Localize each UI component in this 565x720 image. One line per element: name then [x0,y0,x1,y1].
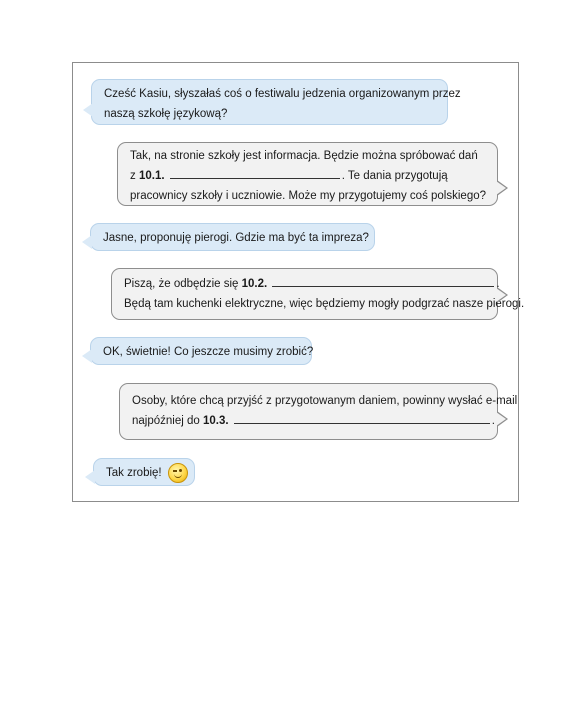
chat-exercise-frame [72,62,525,502]
message-text: najpóźniej do 10.3. . [132,411,485,431]
message-text: naszą szkołę językową? [104,108,228,120]
answer-blank[interactable] [170,166,340,179]
chat-bubble-7 [93,458,195,486]
chat-bubble-1 [91,79,461,125]
chat-bubble-5 [90,337,312,365]
gap-number: 10.1. [138,170,165,182]
chat-bubble-3 [90,223,375,251]
message-text: Piszą, że odbędzie się 10.2. . [124,274,485,294]
chat-bubble-2 [117,142,498,206]
message-text: OK, świetnie! Co jeszcze musimy zrobić? [103,346,314,358]
message-text: z 10.1. . Te dania przygotują [130,166,485,186]
answer-blank[interactable] [272,274,494,287]
message-text: pracownicy szkoły i uczniowie. Może my przygotujemy coś polskiego? [130,190,487,202]
gap-number: 10.2. [241,278,268,290]
wink-smiley-icon [168,463,188,483]
gap-number: 10.3. [202,415,229,427]
answer-blank[interactable] [234,411,490,424]
message-text: Będą tam kuchenki elektryczne, więc będziemy mogły podgrzać nasze pierogi. [124,298,525,310]
message-text: Osoby, które chcą przyjść z przygotowanym daniem, powinny wysłać e-mail [132,395,518,407]
message-text: Cześć Kasiu, słyszałaś coś o festiwalu jedzenia organizowanym przez [104,88,461,100]
chat-bubble-6 [119,383,518,440]
message-text: Jasne, proponuję pierogi. Gdzie ma być ta impreza? [103,232,369,244]
chat-bubble-4 [111,268,525,320]
message-text: Tak zrobię! [106,467,162,480]
message-text: Tak, na stronie szkoły jest informacja. Będzie można spróbować dań [130,150,478,162]
